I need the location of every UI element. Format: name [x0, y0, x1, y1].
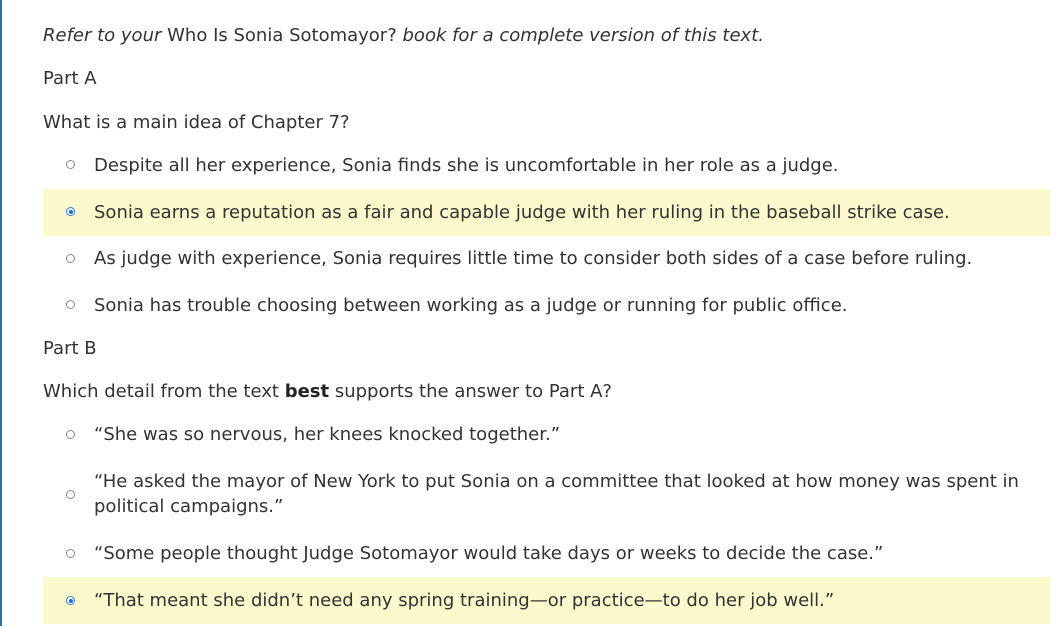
option-text: “She was so nervous, her knees knocked together.” — [94, 424, 561, 445]
question-suffix: supports the answer to Part A? — [334, 381, 612, 402]
option-text: Despite all her experience, Sonia finds she is uncomfortable in her role as a judge. — [94, 155, 839, 176]
part-b-option-2[interactable] — [43, 458, 1050, 530]
part-a-label: Part A — [43, 68, 97, 89]
question-prefix: Which detail from the text — [43, 381, 279, 402]
reference-note — [43, 24, 764, 48]
radio-button-selected[interactable] — [66, 596, 75, 605]
part-b-label: Part B — [43, 338, 97, 359]
reference-prefix: Refer to your — [43, 25, 162, 46]
radio-button-selected[interactable] — [66, 207, 75, 216]
part-a-option-2[interactable] — [43, 189, 1050, 236]
radio-button[interactable] — [66, 160, 75, 169]
option-text: “He asked the mayor of New York to put Sonia on a committee that looked at how money was spent in political campaigns.” — [94, 471, 1019, 517]
reference-suffix: book for a complete version of this text. — [402, 25, 764, 46]
question-emphasis: best — [284, 381, 330, 402]
option-text: “Some people thought Judge Sotomayor would take days or weeks to decide the case.” — [94, 543, 884, 564]
book-title: Who Is Sonia Sotomayor? — [167, 25, 397, 46]
radio-button[interactable] — [66, 430, 75, 439]
radio-button[interactable] — [66, 490, 75, 499]
option-text: “That meant she didn’t need any spring training—or practice—to do her job well.” — [94, 590, 835, 611]
part-b-option-3[interactable] — [43, 530, 1050, 577]
part-a-option-4[interactable] — [43, 282, 1050, 329]
part-b-question — [43, 380, 612, 404]
radio-button[interactable] — [66, 254, 75, 263]
option-text: As judge with experience, Sonia requires little time to consider both sides of a case before ruling. — [94, 248, 973, 269]
part-b-option-1[interactable] — [43, 411, 1050, 458]
part-a-question: What is a main idea of Chapter 7? — [43, 112, 350, 133]
option-text: Sonia has trouble choosing between working as a judge or running for public office. — [94, 295, 848, 316]
radio-button[interactable] — [66, 549, 75, 558]
left-border-rule — [0, 0, 2, 626]
part-a-option-1[interactable] — [43, 142, 1050, 189]
option-text: Sonia earns a reputation as a fair and capable judge with her ruling in the baseball strike case. — [94, 202, 950, 223]
part-b-option-4[interactable] — [43, 577, 1050, 624]
part-a-option-3[interactable] — [43, 236, 1050, 282]
radio-button[interactable] — [66, 300, 75, 309]
